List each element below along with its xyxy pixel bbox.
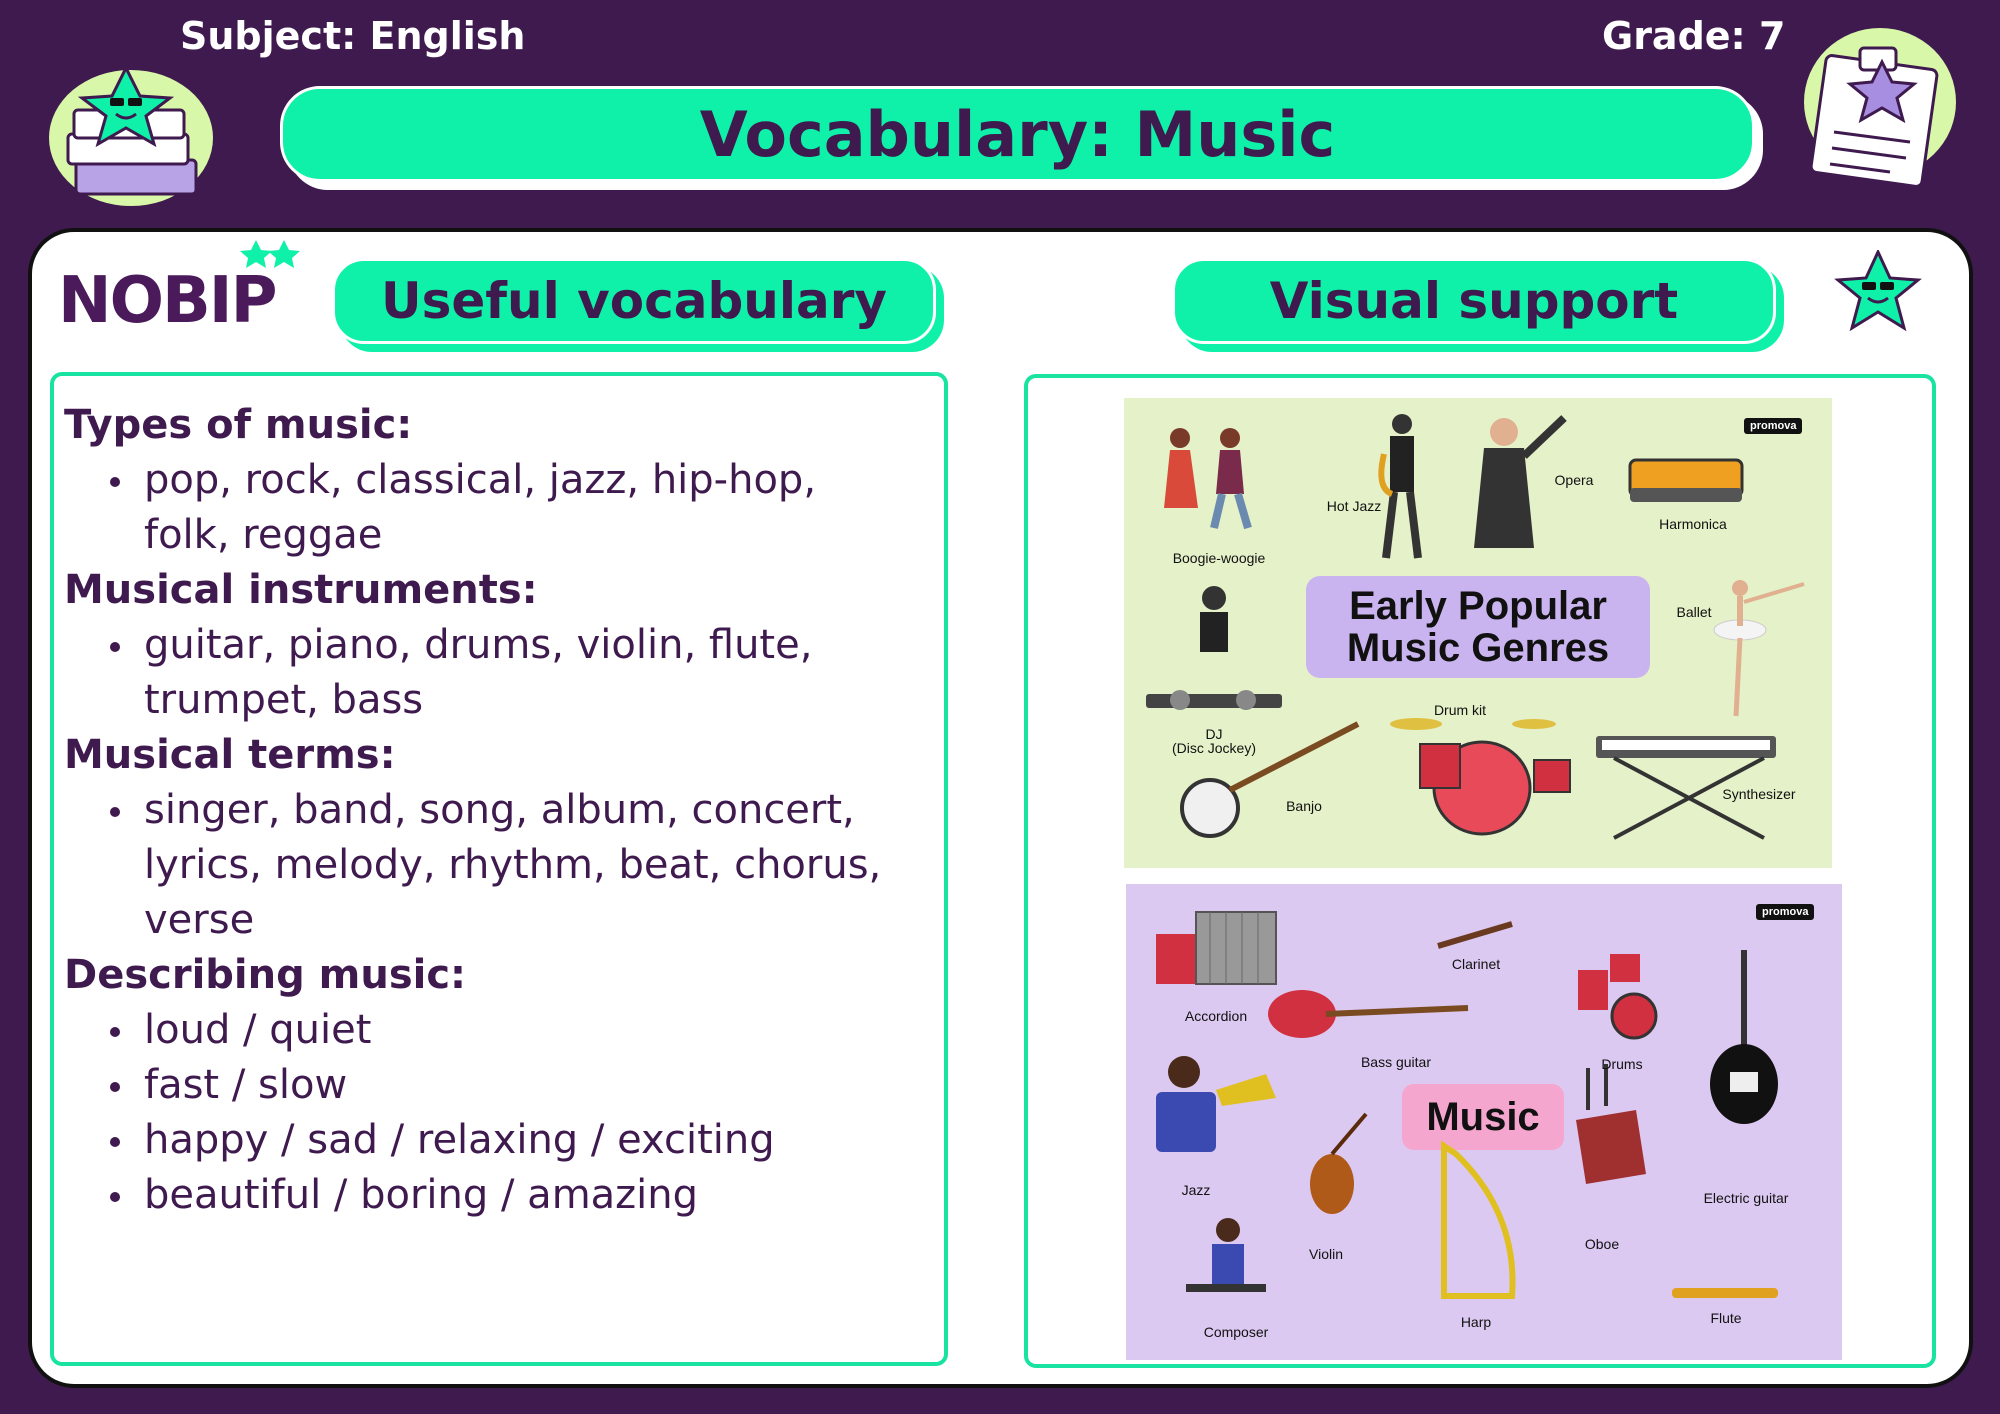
- instrument-label: Drums: [1601, 1056, 1643, 1072]
- visual-support-heading: [1172, 258, 1776, 344]
- bass-guitar-icon: [1268, 990, 1468, 1038]
- useful-vocabulary-label: Useful vocabulary: [380, 272, 887, 330]
- electric-guitar-icon: [1710, 950, 1778, 1124]
- section-list: [64, 453, 944, 563]
- instrument-label: Flute: [1710, 1310, 1742, 1326]
- useful-vocabulary-heading: [332, 258, 936, 344]
- ballet-dancer-icon: [1714, 580, 1804, 716]
- genres-image: [1124, 398, 1832, 868]
- list-item: singer, band, song, album, concert, lyrics, melody, rhythm, beat, chorus, verse: [64, 783, 944, 948]
- instrument-label: Electric guitar: [1703, 1190, 1789, 1206]
- genre-label: Boogie-woogie: [1172, 550, 1266, 566]
- genres-title-line2: Music Genres: [1346, 626, 1610, 670]
- saxophone-player-icon: [1381, 414, 1418, 558]
- list-item: pop, rock, classical, jazz, hip-hop, folk, reggae: [64, 453, 944, 563]
- instrument-label: Clarinet: [1451, 956, 1501, 972]
- instrument-label: Violin: [1309, 1246, 1343, 1262]
- section-title: Musical terms:: [64, 732, 396, 778]
- harmonica-icon: [1630, 460, 1742, 502]
- list-item: beautiful / boring / amazing: [64, 1168, 944, 1223]
- genre-label: Drum kit: [1433, 702, 1487, 718]
- page-title: Vocabulary: Music: [699, 97, 1336, 171]
- instrument-label: Composer: [1203, 1324, 1269, 1340]
- harp-icon: [1444, 1146, 1513, 1296]
- instrument-label: Accordion: [1184, 1008, 1248, 1024]
- accordion-icon: [1156, 912, 1276, 984]
- star-mascot-icon: [1834, 250, 1922, 334]
- violin-icon: [1310, 1114, 1366, 1214]
- genre-label: Opera: [1554, 472, 1594, 488]
- list-item: loud / quiet: [64, 1003, 944, 1058]
- genres-title-line1: Early Popular: [1349, 584, 1607, 628]
- genre-label: Banjo: [1286, 798, 1322, 814]
- instrument-label: Oboe: [1584, 1236, 1620, 1252]
- flute-icon: [1672, 1288, 1778, 1298]
- music-title: Music: [1426, 1094, 1540, 1139]
- section-list: [64, 783, 944, 948]
- clipboard-star-mascot-icon: [1800, 22, 1960, 192]
- instruments-image: [1126, 884, 1842, 1360]
- section-title: Types of music:: [64, 402, 413, 448]
- genre-label: Ballet: [1676, 604, 1712, 620]
- genre-label: (Disc Jockey): [1171, 740, 1256, 756]
- list-item: happy / sad / relaxing / exciting: [64, 1113, 944, 1168]
- jazz-trumpeter-icon: [1156, 1056, 1276, 1152]
- clarinet-icon: [1438, 924, 1512, 946]
- vocabulary-panel: [50, 372, 948, 1366]
- oboe-icon: [1576, 1064, 1646, 1184]
- brand-badge: promova: [1744, 418, 1802, 434]
- visual-support-label: Visual support: [1269, 272, 1679, 330]
- logo-text: NOBIP: [58, 264, 276, 338]
- instrument-label: Bass guitar: [1360, 1054, 1432, 1070]
- section-list: [64, 618, 944, 728]
- section-list: [64, 1003, 944, 1223]
- genre-label: Synthesizer: [1722, 786, 1796, 802]
- instrument-label: Harp: [1460, 1314, 1492, 1330]
- composer-icon: [1186, 1218, 1266, 1292]
- books-star-mascot-icon: [36, 60, 216, 210]
- instrument-label: Jazz: [1181, 1182, 1211, 1198]
- list-item: guitar, piano, drums, violin, flute, trumpet, bass: [64, 618, 944, 728]
- brand-badge: promova: [1756, 904, 1814, 920]
- page-title-bar: [280, 86, 1755, 182]
- subject-label: Subject: English: [180, 14, 526, 58]
- genre-label: DJ: [1205, 726, 1223, 742]
- drum-kit-icon: [1390, 718, 1570, 834]
- section-title: Describing music:: [64, 952, 467, 998]
- boogie-woogie-dancers-icon: [1164, 428, 1248, 528]
- dj-icon: [1146, 586, 1282, 710]
- section-title: Musical instruments:: [64, 567, 538, 613]
- grade-label: Grade: 7: [1602, 14, 1786, 58]
- drums-icon: [1578, 954, 1656, 1038]
- genre-label: Harmonica: [1659, 516, 1727, 532]
- nobip-logo: [56, 238, 326, 338]
- genre-label: Hot Jazz: [1326, 498, 1382, 514]
- list-item: fast / slow: [64, 1058, 944, 1113]
